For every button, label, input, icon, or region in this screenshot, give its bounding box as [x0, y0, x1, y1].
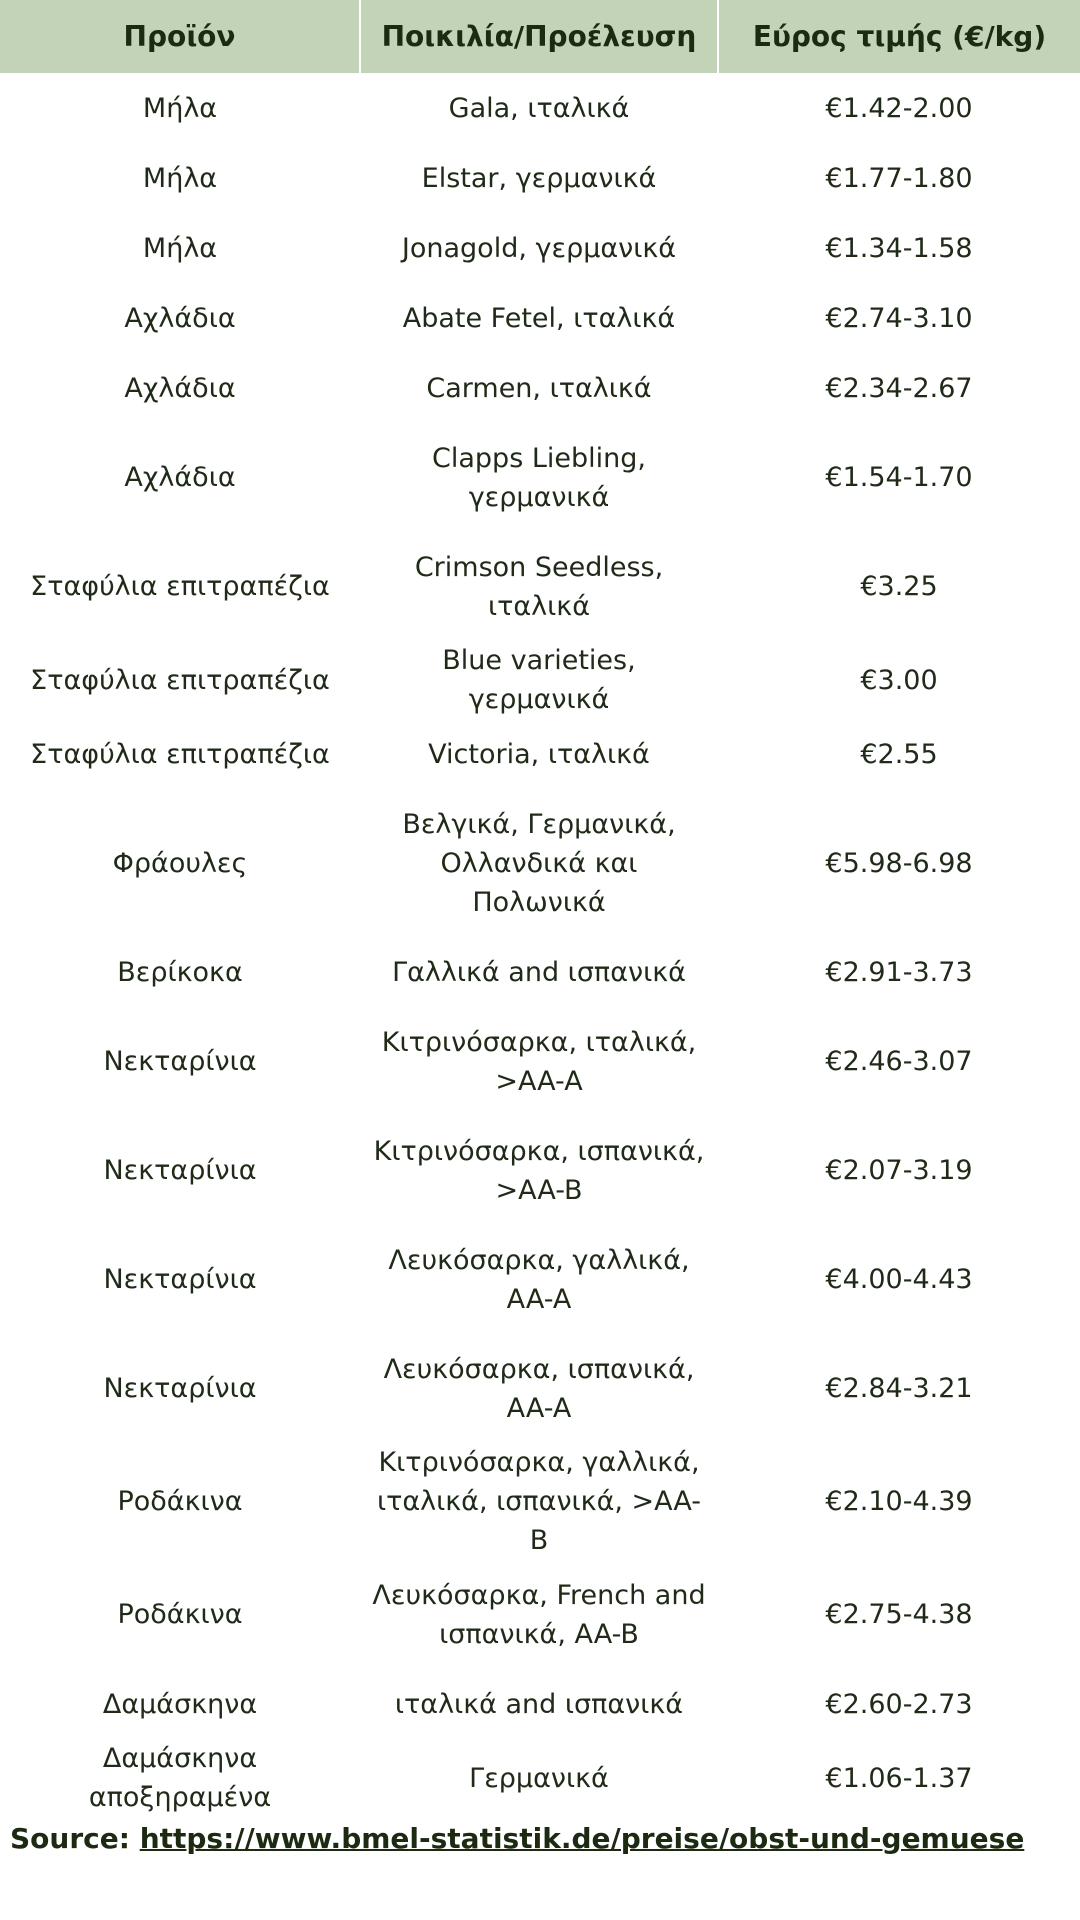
- variety-cell: [360, 1739, 718, 1817]
- product-cell: [0, 1560, 360, 1669]
- table-row: [0, 213, 1080, 283]
- product-cell-text: Δαμάσκηνα αποξηραμένα: [88, 1743, 272, 1813]
- variety-cell-text: Victoria, ιταλικά: [428, 738, 650, 770]
- price-cell: [718, 1560, 1080, 1669]
- price-cell-text: €1.77-1.80: [825, 162, 973, 194]
- price-cell-text: €1.54-1.70: [825, 462, 973, 493]
- variety-cell-text: Blue varieties, γερμανικά: [442, 645, 636, 715]
- price-cell-text: €1.42-2.00: [825, 92, 973, 124]
- variety-cell-text: Κιτρινόσαρκα, γαλλικά, ιταλικά, ισπανικά, >AA-B: [376, 1447, 702, 1556]
- variety-cell: [360, 1443, 718, 1560]
- table-header: [0, 0, 1080, 73]
- header-price-range: Εύρος τιμής (€/kg): [718, 0, 1080, 73]
- product-cell-text: Δαμάσκηνα: [102, 1688, 258, 1720]
- product-cell-text: Ροδάκινα: [117, 1599, 243, 1630]
- price-cell-text: €3.00: [860, 664, 938, 696]
- variety-cell-text: Γερμανικά: [469, 1762, 609, 1794]
- variety-cell-text: Λευκόσαρκα, γαλλικά, AA-A: [388, 1244, 690, 1315]
- table-row: [0, 719, 1080, 789]
- variety-cell: [360, 1007, 718, 1116]
- variety-cell-text: Clapps Liebling, γερμανικά: [432, 442, 646, 513]
- variety-cell-text: Βελγικά, Γερμανικά, Ολλανδικά και Πολωνικά: [402, 808, 676, 918]
- variety-cell: [360, 423, 718, 532]
- price-cell: [718, 719, 1080, 789]
- variety-cell: [360, 1225, 718, 1334]
- table-body: [0, 73, 1080, 1817]
- product-cell-text: Σταφύλια επιτραπέζια: [30, 738, 330, 770]
- table-row: [0, 143, 1080, 213]
- product-cell: [0, 213, 360, 283]
- variety-cell-text: Carmen, ιταλικά: [426, 372, 652, 404]
- price-cell-text: €2.10-4.39: [825, 1486, 973, 1517]
- variety-cell: [360, 353, 718, 423]
- table-row: [0, 1334, 1080, 1443]
- product-cell: [0, 937, 360, 1007]
- variety-cell: [360, 937, 718, 1007]
- price-cell: [718, 1334, 1080, 1443]
- price-cell-text: €2.34-2.67: [825, 372, 973, 404]
- product-cell-text: Σταφύλια επιτραπέζια: [30, 571, 330, 602]
- price-cell: [718, 353, 1080, 423]
- table-row: [0, 73, 1080, 143]
- price-cell: [718, 143, 1080, 213]
- price-cell-text: €2.60-2.73: [825, 1688, 973, 1720]
- variety-cell-text: Elstar, γερμανικά: [421, 162, 657, 194]
- header-variety-origin: Ποικιλία/Προέλευση: [360, 0, 718, 73]
- table-row: [0, 1116, 1080, 1225]
- price-cell: [718, 423, 1080, 532]
- price-cell-text: €2.07-3.19: [825, 1155, 973, 1186]
- price-cell-text: €1.34-1.58: [825, 232, 973, 264]
- table-row: [0, 353, 1080, 423]
- product-cell: [0, 719, 360, 789]
- table-row: [0, 532, 1080, 641]
- product-cell: [0, 73, 360, 143]
- product-cell: [0, 1739, 360, 1817]
- source-link[interactable]: https://www.bmel-statistik.de/preise/obst-und-gemuese: [139, 1822, 1025, 1855]
- variety-cell: [360, 1116, 718, 1225]
- variety-cell: [360, 73, 718, 143]
- product-cell: [0, 1443, 360, 1560]
- variety-cell: [360, 789, 718, 937]
- price-cell: [718, 283, 1080, 353]
- price-cell: [718, 937, 1080, 1007]
- table-row: [0, 641, 1080, 719]
- variety-cell-text: Κιτρινόσαρκα, ιταλικά, >AA-A: [381, 1026, 697, 1097]
- table-row: [0, 1739, 1080, 1817]
- price-cell: [718, 641, 1080, 719]
- price-cell-text: €2.75-4.38: [825, 1599, 973, 1630]
- price-cell-text: €2.55: [860, 738, 938, 770]
- variety-cell: [360, 1334, 718, 1443]
- source-line: [10, 1822, 1024, 1855]
- price-cell-text: €2.74-3.10: [825, 302, 973, 334]
- price-cell-text: €2.84-3.21: [825, 1373, 973, 1404]
- price-cell: [718, 1443, 1080, 1560]
- variety-cell: [360, 532, 718, 641]
- product-cell: [0, 789, 360, 937]
- variety-cell: [360, 283, 718, 353]
- price-cell: [718, 789, 1080, 937]
- variety-cell-text: Gala, ιταλικά: [448, 92, 630, 124]
- product-cell: [0, 353, 360, 423]
- product-cell-text: Μήλα: [142, 162, 218, 194]
- product-cell-text: Φράουλες: [112, 847, 248, 879]
- table-row: [0, 1560, 1080, 1669]
- table-row: [0, 1669, 1080, 1739]
- price-cell: [718, 1739, 1080, 1817]
- variety-cell: [360, 1560, 718, 1669]
- table-row: [0, 789, 1080, 937]
- product-cell-text: Νεκταρίνια: [103, 1046, 257, 1077]
- price-cell-text: €5.98-6.98: [825, 847, 973, 879]
- product-cell-text: Αχλάδια: [124, 372, 236, 404]
- product-cell-text: Νεκταρίνια: [103, 1264, 257, 1295]
- price-cell-text: €2.91-3.73: [825, 956, 973, 988]
- variety-cell-text: Jonagold, γερμανικά: [401, 232, 677, 264]
- product-cell-text: Νεκταρίνια: [103, 1373, 257, 1404]
- product-cell: [0, 1225, 360, 1334]
- price-cell-text: €1.06-1.37: [825, 1762, 973, 1794]
- product-cell: [0, 1334, 360, 1443]
- product-cell-text: Μήλα: [142, 232, 218, 264]
- price-cell: [718, 73, 1080, 143]
- variety-cell: [360, 719, 718, 789]
- product-cell: [0, 143, 360, 213]
- price-cell: [718, 1225, 1080, 1334]
- variety-cell-text: Γαλλικά and ισπανικά: [392, 956, 686, 988]
- product-cell: [0, 1007, 360, 1116]
- product-cell: [0, 283, 360, 353]
- price-cell-text: €4.00-4.43: [825, 1264, 973, 1295]
- variety-cell-text: Crimson Seedless, ιταλικά: [414, 551, 664, 622]
- table-row: [0, 1443, 1080, 1560]
- price-cell: [718, 1007, 1080, 1116]
- variety-cell-text: ιταλικά and ισπανικά: [394, 1688, 684, 1720]
- product-cell: [0, 641, 360, 719]
- product-cell-text: Αχλάδια: [124, 462, 236, 493]
- variety-cell: [360, 143, 718, 213]
- variety-cell: [360, 213, 718, 283]
- price-cell: [718, 1116, 1080, 1225]
- product-cell: [0, 532, 360, 641]
- product-cell: [0, 423, 360, 532]
- header-product: Προϊόν: [0, 0, 360, 73]
- product-cell-text: Αχλάδια: [124, 302, 236, 334]
- price-cell-text: €3.25: [860, 571, 938, 602]
- price-cell: [718, 1669, 1080, 1739]
- variety-cell-text: Abate Fetel, ιταλικά: [402, 302, 676, 334]
- price-cell: [718, 213, 1080, 283]
- price-cell-text: €2.46-3.07: [825, 1046, 973, 1077]
- product-cell: [0, 1669, 360, 1739]
- table-row: [0, 1007, 1080, 1116]
- price-cell: [718, 532, 1080, 641]
- product-cell-text: Ροδάκινα: [117, 1486, 243, 1517]
- variety-cell: [360, 641, 718, 719]
- table-row: [0, 937, 1080, 1007]
- product-cell: [0, 1116, 360, 1225]
- header-row: [0, 0, 1080, 73]
- product-cell-text: Νεκταρίνια: [103, 1155, 257, 1186]
- source-label: Source:: [10, 1822, 130, 1855]
- variety-cell-text: Κιτρινόσαρκα, ισπανικά, >AA-B: [373, 1135, 705, 1206]
- product-cell-text: Σταφύλια επιτραπέζια: [30, 664, 330, 696]
- variety-cell-text: Λευκόσαρκα, ισπανικά, AA-A: [383, 1353, 695, 1424]
- table-row: [0, 1225, 1080, 1334]
- variety-cell-text: Λευκόσαρκα, French and ισπανικά, AA-B: [372, 1579, 706, 1650]
- table-row: [0, 423, 1080, 532]
- product-cell-text: Μήλα: [142, 92, 218, 124]
- table-row: [0, 283, 1080, 353]
- variety-cell: [360, 1669, 718, 1739]
- product-cell-text: Βερίκοκα: [117, 956, 243, 988]
